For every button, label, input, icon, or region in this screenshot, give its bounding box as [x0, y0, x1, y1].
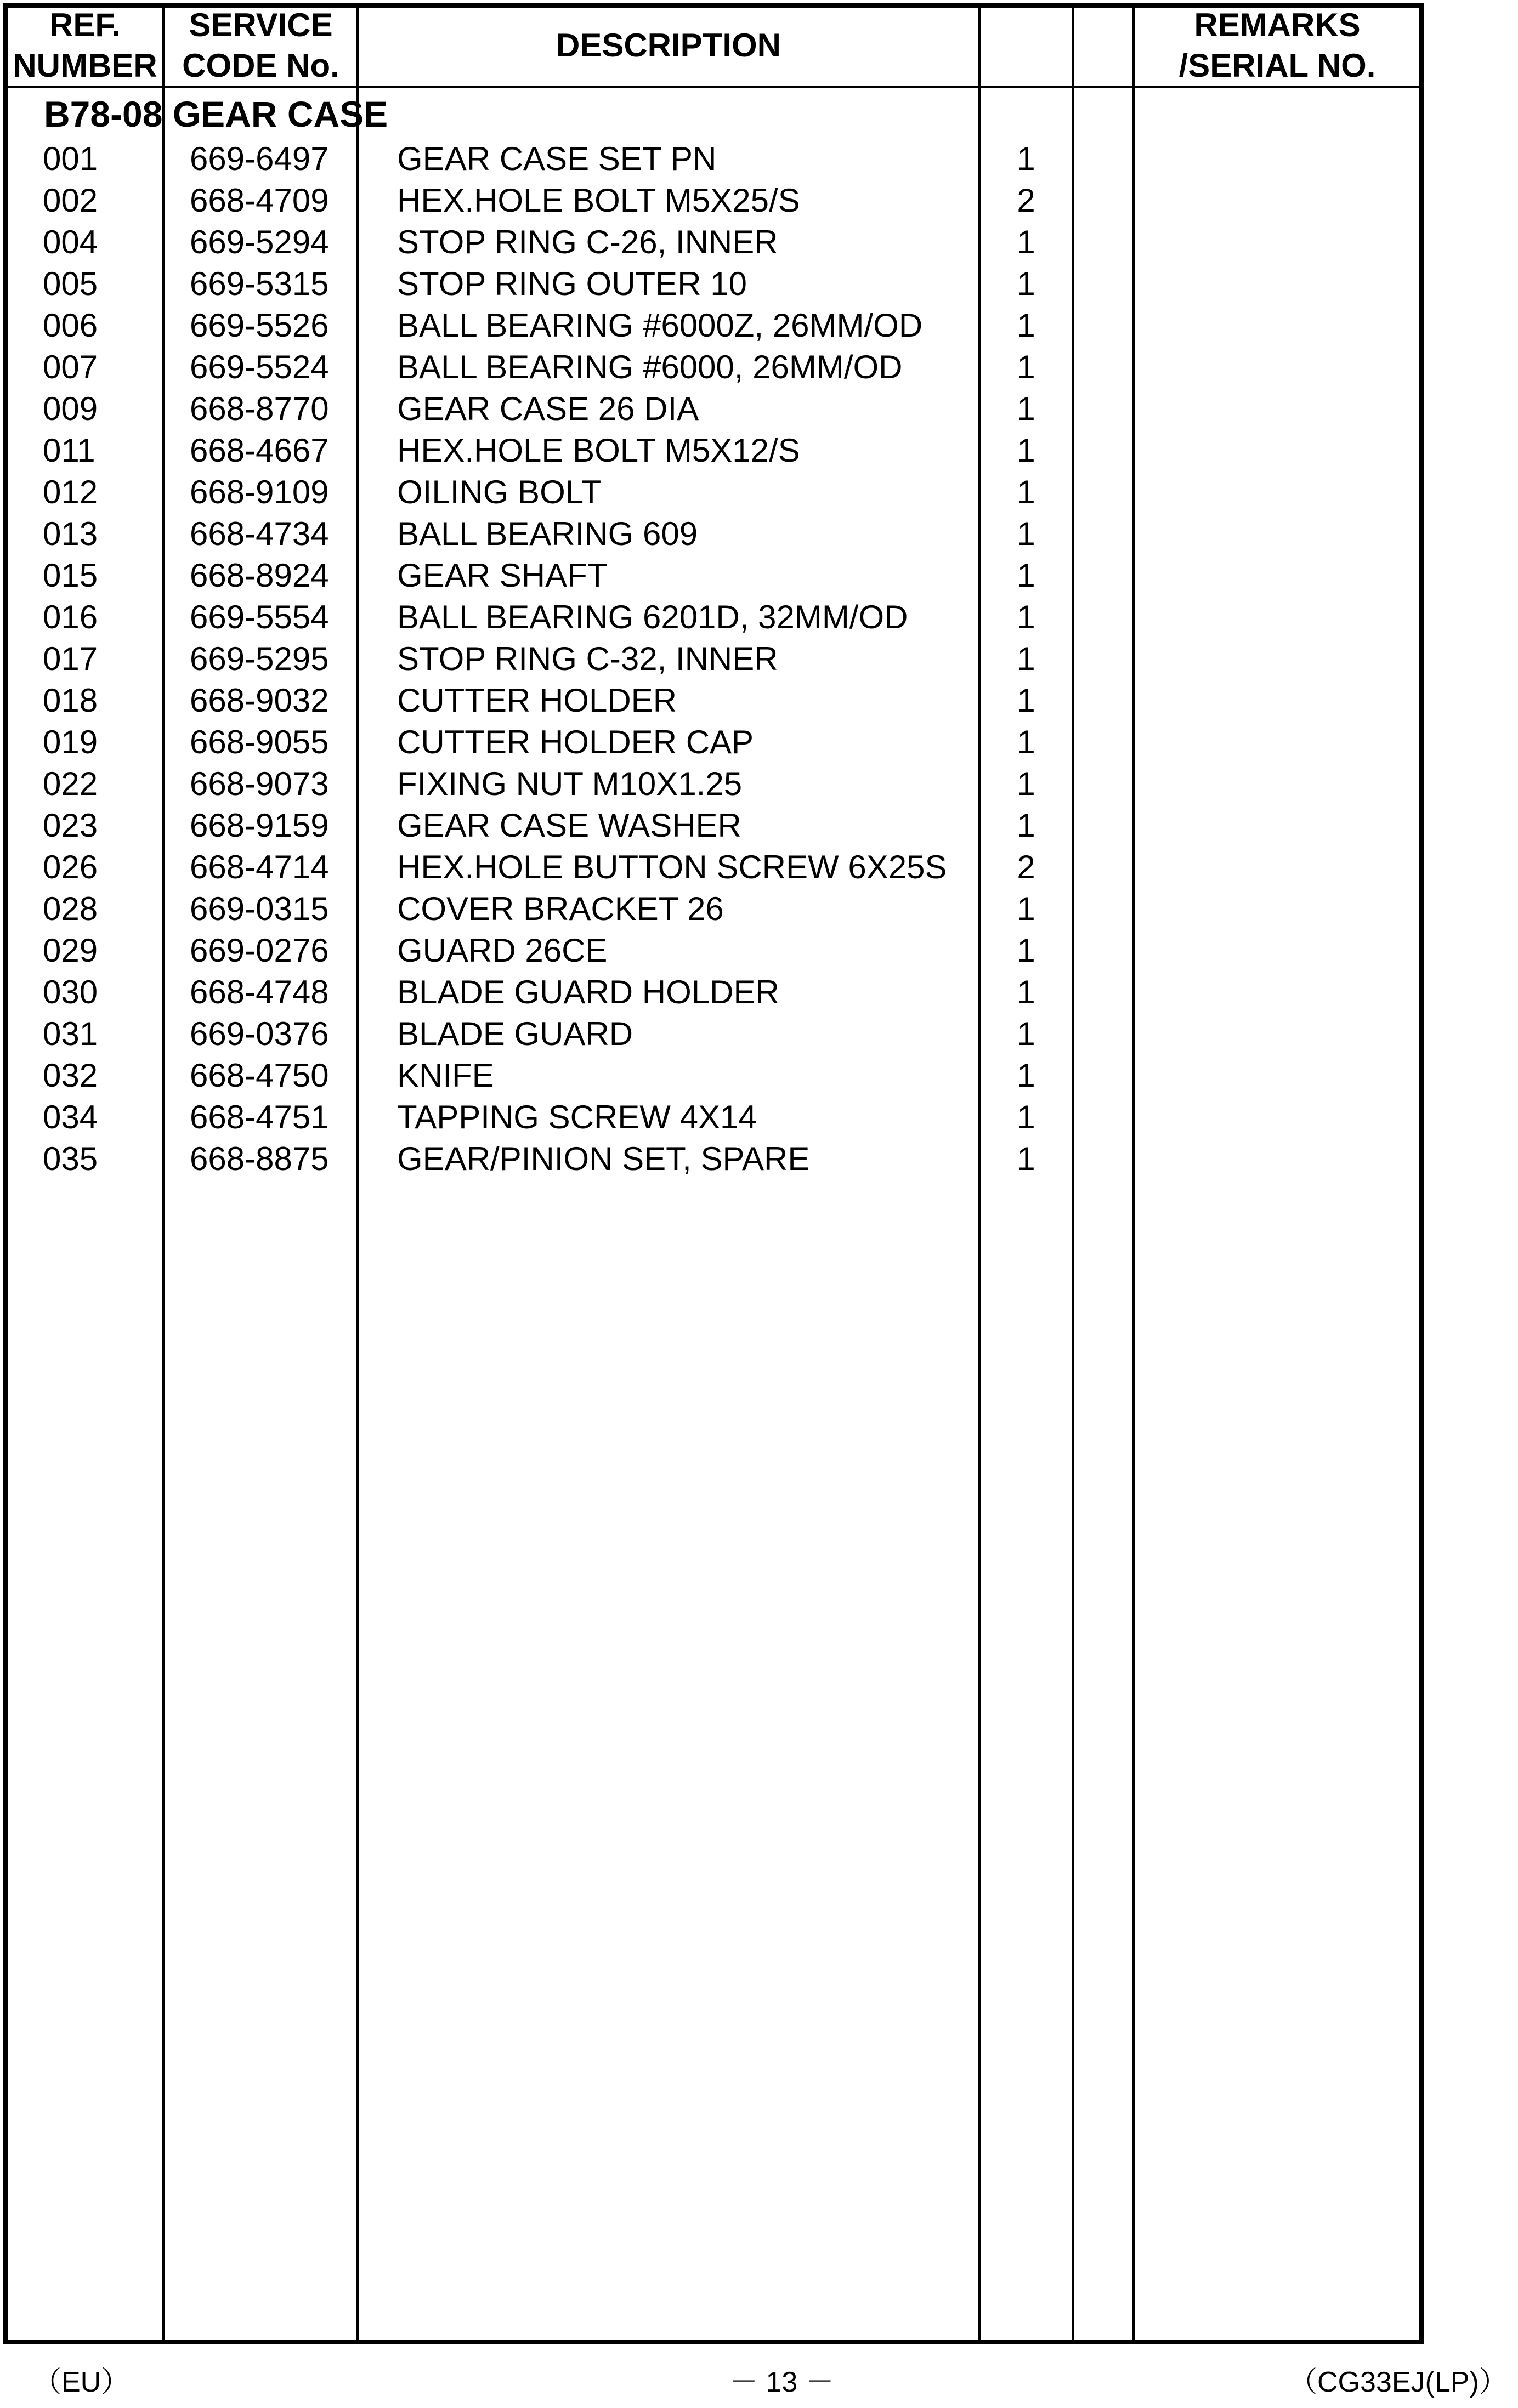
parts-list: [0, 138, 1518, 1180]
description-cell: HEX.HOLE BOLT M5X12/S: [397, 432, 800, 469]
table-row: [0, 930, 1518, 972]
table-row: [0, 263, 1518, 305]
quantity-cell: 1: [1017, 974, 1035, 1010]
table-row: [0, 430, 1518, 472]
ref-number-cell: 005: [43, 265, 98, 302]
header-ref-line2: NUMBER: [13, 47, 157, 84]
quantity-cell: 1: [1017, 890, 1035, 927]
service-code-cell: 669-6497: [190, 140, 329, 177]
description-cell: COVER BRACKET 26: [397, 890, 724, 927]
quantity-cell: 1: [1017, 682, 1035, 719]
quantity-cell: 1: [1017, 1099, 1035, 1135]
service-code-cell: 668-4750: [190, 1057, 329, 1094]
ref-number-cell: 012: [43, 474, 98, 510]
footer-page-number: － 13 －: [729, 2366, 834, 2398]
quantity-cell: 1: [1017, 515, 1035, 552]
service-code-cell: 669-0315: [190, 890, 329, 927]
description-cell: BALL BEARING 6201D, 32MM/OD: [397, 599, 908, 635]
quantity-cell: 1: [1017, 1140, 1035, 1177]
service-code-cell: 669-5294: [190, 224, 329, 260]
description-cell: GEAR CASE SET PN: [397, 140, 717, 177]
description-cell: HEX.HOLE BUTTON SCREW 6X25S: [397, 849, 947, 885]
quantity-cell: 1: [1017, 932, 1035, 969]
service-code-cell: 669-5315: [190, 265, 329, 302]
quantity-cell: 2: [1017, 182, 1035, 219]
ref-number-cell: 019: [43, 724, 98, 760]
service-code-cell: 668-4714: [190, 849, 329, 885]
table-row: [0, 388, 1518, 430]
quantity-cell: 1: [1017, 349, 1035, 385]
table-row: [0, 138, 1518, 180]
table-row: [0, 722, 1518, 763]
description-cell: GEAR CASE 26 DIA: [397, 390, 699, 427]
quantity-cell: 1: [1017, 1015, 1035, 1052]
service-code-cell: 668-9159: [190, 807, 329, 844]
ref-number-cell: 030: [43, 974, 98, 1010]
ref-number-cell: 013: [43, 515, 98, 552]
service-code-cell: 668-9055: [190, 724, 329, 760]
table-row: [0, 888, 1518, 930]
quantity-cell: 1: [1017, 765, 1035, 802]
description-cell: TAPPING SCREW 4X14: [397, 1099, 757, 1135]
service-code-cell: 669-5554: [190, 599, 329, 635]
description-cell: GEAR/PINION SET, SPARE: [397, 1140, 810, 1177]
footer-model: （CG33EJ(LP)）: [1289, 2366, 1508, 2398]
description-cell: BLADE GUARD: [397, 1015, 633, 1052]
service-code-cell: 669-0276: [190, 932, 329, 969]
quantity-cell: 1: [1017, 432, 1035, 469]
description-cell: BLADE GUARD HOLDER: [397, 974, 779, 1010]
table-row: [0, 513, 1518, 555]
ref-number-cell: 011: [43, 432, 95, 469]
header-description-label: DESCRIPTION: [556, 27, 781, 64]
service-code-cell: 668-4734: [190, 515, 329, 552]
table-row: [0, 680, 1518, 722]
description-cell: KNIFE: [397, 1057, 494, 1094]
quantity-cell: 1: [1017, 599, 1035, 635]
quantity-cell: 1: [1017, 724, 1035, 760]
header-ref-number: [8, 3, 162, 88]
description-cell: STOP RING OUTER 10: [397, 265, 747, 302]
description-cell: GEAR SHAFT: [397, 557, 608, 594]
quantity-cell: 1: [1017, 140, 1035, 177]
quantity-cell: 1: [1017, 807, 1035, 844]
table-row: [0, 805, 1518, 847]
ref-number-cell: 032: [43, 1057, 98, 1094]
ref-number-cell: 004: [43, 224, 98, 260]
description-cell: GEAR CASE WASHER: [397, 807, 741, 844]
quantity-cell: 1: [1017, 265, 1035, 302]
quantity-cell: 1: [1017, 640, 1035, 677]
header-service-code: [165, 3, 356, 88]
service-code-cell: 668-4709: [190, 182, 329, 219]
table-row: [0, 555, 1518, 597]
ref-number-cell: 026: [43, 849, 98, 885]
header-code-line2: CODE No.: [182, 47, 339, 84]
quantity-cell: 1: [1017, 474, 1035, 510]
ref-number-cell: 017: [43, 640, 98, 677]
header-code-line1: SERVICE: [189, 7, 333, 43]
ref-number-cell: 018: [43, 682, 98, 719]
ref-number-cell: 035: [43, 1140, 98, 1177]
quantity-cell: 1: [1017, 1057, 1035, 1094]
description-cell: BALL BEARING #6000, 26MM/OD: [397, 349, 903, 385]
quantity-cell: 2: [1017, 849, 1035, 885]
service-code-cell: 668-4748: [190, 974, 329, 1010]
ref-number-cell: 034: [43, 1099, 98, 1135]
table-row: [0, 1138, 1518, 1180]
table-row: [0, 597, 1518, 638]
description-cell: CUTTER HOLDER CAP: [397, 724, 754, 760]
ref-number-cell: 022: [43, 765, 98, 802]
quantity-cell: 1: [1017, 557, 1035, 594]
service-code-cell: 668-4667: [190, 432, 329, 469]
service-code-cell: 668-9073: [190, 765, 329, 802]
service-code-cell: 669-5295: [190, 640, 329, 677]
ref-number-cell: 031: [43, 1015, 98, 1052]
service-code-cell: 668-8924: [190, 557, 329, 594]
ref-number-cell: 023: [43, 807, 98, 844]
description-cell: STOP RING C-26, INNER: [397, 224, 778, 260]
ref-number-cell: 002: [43, 182, 98, 219]
header-ref-line1: REF.: [49, 7, 121, 43]
quantity-cell: 1: [1017, 307, 1035, 344]
table-row: [0, 1013, 1518, 1055]
header-remarks-line2: /SERIAL NO.: [1179, 47, 1376, 84]
service-code-cell: 668-8875: [190, 1140, 329, 1177]
quantity-cell: 1: [1017, 224, 1035, 260]
ref-number-cell: 016: [43, 599, 98, 635]
ref-number-cell: 009: [43, 390, 98, 427]
table-row: [0, 305, 1518, 347]
description-cell: HEX.HOLE BOLT M5X25/S: [397, 182, 800, 219]
service-code-cell: 668-8770: [190, 390, 329, 427]
ref-number-cell: 028: [43, 890, 98, 927]
service-code-cell: 668-9032: [190, 682, 329, 719]
ref-number-cell: 001: [43, 140, 98, 177]
description-cell: CUTTER HOLDER: [397, 682, 677, 719]
table-row: [0, 763, 1518, 805]
table-row: [0, 347, 1518, 388]
ref-number-cell: 015: [43, 557, 98, 594]
table-row: [0, 1097, 1518, 1138]
description-cell: STOP RING C-32, INNER: [397, 640, 778, 677]
quantity-cell: 1: [1017, 390, 1035, 427]
header-description: [359, 3, 978, 88]
description-cell: GUARD 26CE: [397, 932, 608, 969]
table-row: [0, 847, 1518, 888]
table-row: [0, 222, 1518, 263]
description-cell: OILING BOLT: [397, 474, 602, 510]
description-cell: FIXING NUT M10X1.25: [397, 765, 743, 802]
footer-region: （EU）: [33, 2366, 130, 2398]
section-title: B78-08 GEAR CASE: [44, 94, 388, 134]
service-code-cell: 668-9109: [190, 474, 329, 510]
service-code-cell: 669-5524: [190, 349, 329, 385]
table-row: [0, 472, 1518, 513]
ref-number-cell: 006: [43, 307, 98, 344]
description-cell: BALL BEARING #6000Z, 26MM/OD: [397, 307, 923, 344]
description-cell: BALL BEARING 609: [397, 515, 698, 552]
ref-number-cell: 007: [43, 349, 98, 385]
service-code-cell: 669-5526: [190, 307, 329, 344]
table-row: [0, 638, 1518, 680]
table-row: [0, 972, 1518, 1013]
table-row: [0, 180, 1518, 222]
service-code-cell: 669-0376: [190, 1015, 329, 1052]
service-code-cell: 668-4751: [190, 1099, 329, 1135]
header-remarks-line1: REMARKS: [1194, 7, 1361, 43]
ref-number-cell: 029: [43, 932, 98, 969]
table-row: [0, 1055, 1518, 1097]
header-remarks: [1135, 3, 1419, 88]
